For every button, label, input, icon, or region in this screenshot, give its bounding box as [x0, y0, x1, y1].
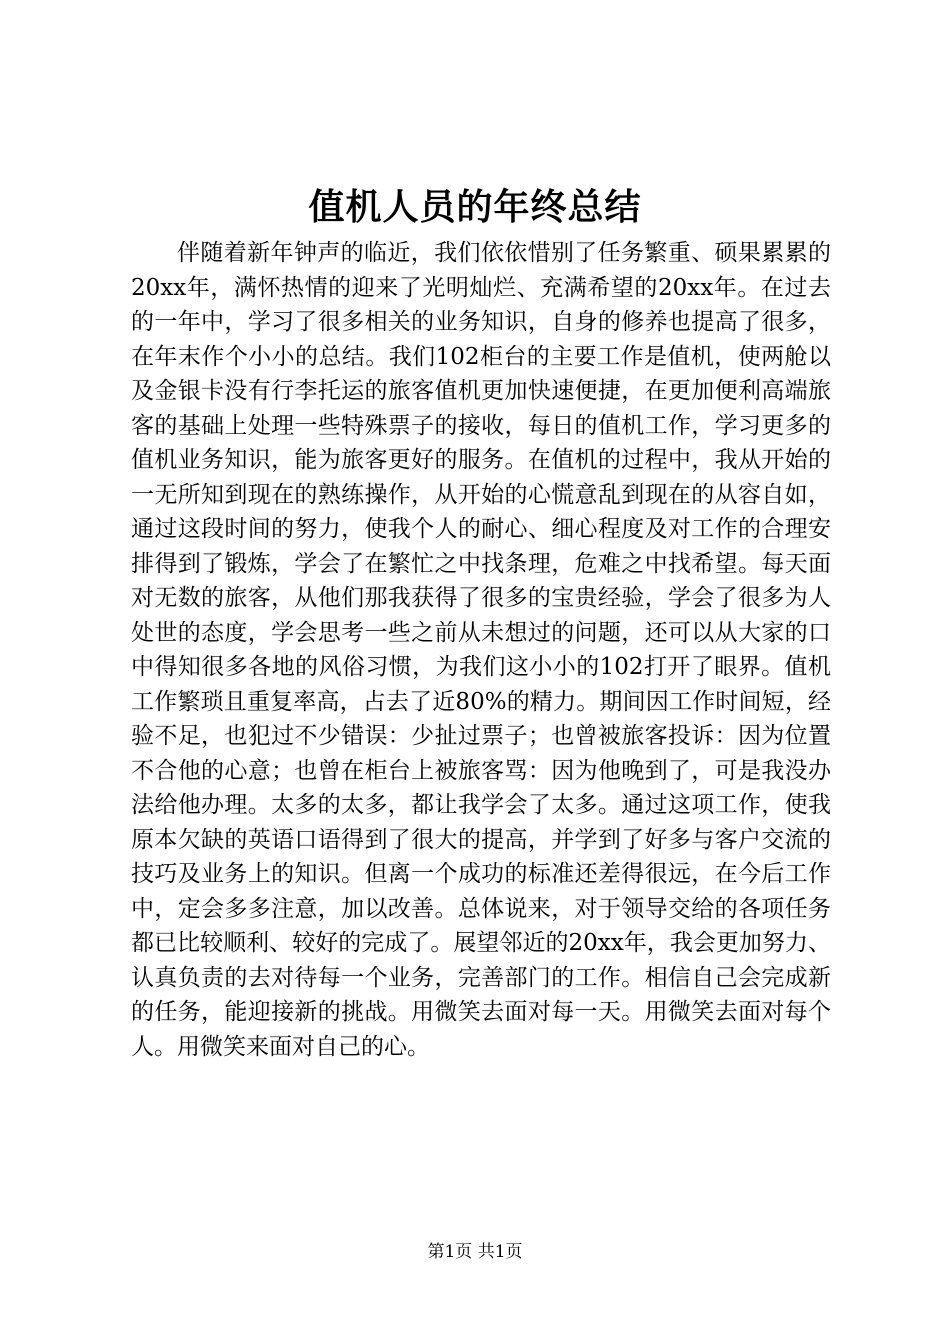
body-paragraph: 伴随着新年钟声的临近，我们依依惜别了任务繁重、硕果累累的20xx年，满怀热情的迎来了光明灿烂、充满希望的20xx年。在过去的一年中，学习了很多相关的业务知识，自身的修养也提高了很多，在年末作个小小的总结。我们102柜台的主要工作是值机，使两舱以及金银卡没有行李托运的旅客值机更加快速便捷，在更加便利高端旅客的基础上处理一些特殊票子的接收，每日的值机工作，学习更多的值机业务知识，能为旅客更好的服务。在值机的过程中，我从开始的一无所知到现在的熟练操作，从开始的心慌意乱到现在的从容自如，通过这段时间的努力，使我个人的耐心、细心程度及对工作的合理安排得到了锻炼，学会了在繁忙之中找条理，危难之中找希望。每天面对无数的旅客，从他们那我获得了很多的宝贵经验，学会了很多为人处世的态度，学会思考一些之前从未想过的问题，还可以从大家的口中得知很多各地的风俗习惯，为我们这小小的102打开了眼界。值机工作繁琐且重复率高，占去了近80%的精力。期间因工作时间短，经验不足，也犯过不少错误：少扯过票子；也曾被旅客投诉：因为位置不合他的心意；也曾在柜台上被旅客骂：因为他晚到了，可是我没办法给他办理。太多的太多，都让我学会了太多。通过这项工作，使我原本欠缺的英语口语得到了很大的提高，并学到了好多与客户交流的技巧及业务上的知识。但离一个成功的标准还差得很远，在今后工作中，定会多多注意，加以改善。总体说来，对于领导交给的各项任务都已比较顺利、较好的完成了。展望邻近的20xx年，我会更加努力、认真负责的去对待每一个业务，完善部门的工作。相信自己会完成新的任务，能迎接新的挑战。用微笑去面对每一天。用微笑去面对每个人。用微笑来面对自己的心。: [131, 240, 831, 1060]
page-footer: 第1页 共1页: [427, 1242, 523, 1262]
document-title: 值机人员的年终总结: [308, 187, 642, 228]
